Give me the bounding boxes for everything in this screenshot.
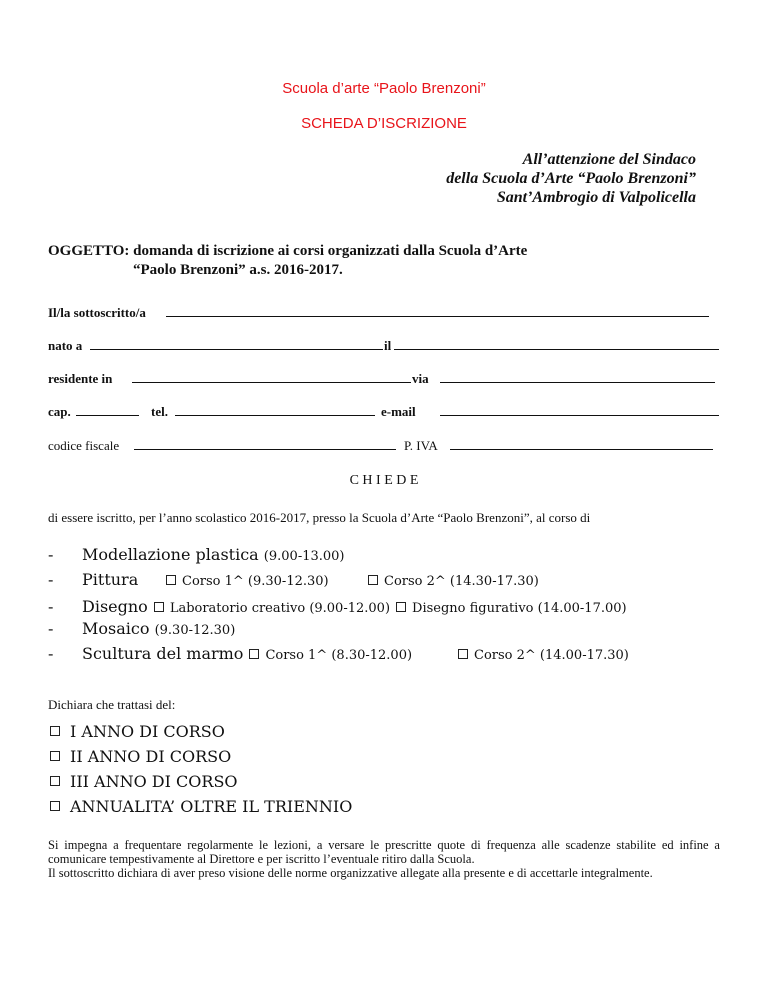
- checkbox-disegno-2[interactable]: [396, 602, 406, 612]
- disegno-opt2-label: Disegno figurativo (14.00-17.00): [412, 601, 627, 616]
- dash-modellazione: -: [48, 545, 54, 564]
- year-option-1-label: I ANNO DI CORSO: [70, 722, 225, 741]
- addressee-line-3: Sant’Ambrogio di Valpolicella: [496, 189, 696, 206]
- course-mosaico-name: Mosaico: [82, 619, 150, 638]
- commitment-paragraph: Si impegna a frequentare regolarmente le lezioni, a versare le prescritte quote di frequenza alle scadenze stabilite ed infine a comunicare tempestivamente al Direttore e per iscritto l’eventuale ritiro dalla Scuola.: [48, 838, 720, 866]
- course-mosaico: [82, 619, 235, 638]
- course-pittura-opt1[interactable]: [160, 570, 329, 589]
- year-option-4[interactable]: [50, 797, 352, 816]
- checkbox-year-3[interactable]: [50, 776, 60, 786]
- course-modellazione-name: Modellazione plastica: [82, 545, 259, 564]
- zip-label: cap.: [48, 404, 71, 419]
- resident-label: residente in: [48, 371, 113, 386]
- subject-line-1: OGGETTO: domanda di iscrizione ai corsi organizzati dalla Scuola d’Arte: [48, 243, 528, 259]
- disegno-opt1-label: Laboratorio creativo (9.00-12.00): [169, 601, 391, 616]
- pittura-opt1-label: Corso 1^ (9.30-12.30): [182, 574, 329, 589]
- birthplace-field[interactable]: [90, 349, 383, 350]
- course-disegno-name: Disegno: [82, 597, 148, 616]
- undersigned-label: Il/la sottoscritto/a: [48, 305, 146, 320]
- request-heading: C H I E D E: [349, 473, 419, 488]
- vat-field[interactable]: [450, 449, 713, 450]
- course-disegno: [82, 597, 627, 616]
- dash-mosaico: -: [48, 619, 54, 638]
- declaration-intro: Dichiara che trattasi del:: [48, 697, 176, 712]
- scultura-opt1-label: Corso 1^ (8.30-12.00): [265, 648, 413, 663]
- date-label: il: [384, 338, 392, 353]
- request-text: di essere iscritto, per l’anno scolastico 2016-2017, presso la Scuola d’Arte “Paolo Brenzoni”, al corso di: [48, 510, 591, 525]
- course-modellazione-time: (9.00-13.00): [263, 549, 345, 564]
- year-option-2[interactable]: [50, 747, 231, 766]
- addressee-line-1: All’attenzione del Sindaco: [522, 151, 696, 168]
- addressee-line-2: della Scuola d’Arte “Paolo Brenzoni”: [446, 170, 696, 187]
- undersigned-field[interactable]: [166, 316, 709, 317]
- course-modellazione: [82, 545, 345, 564]
- dash-pittura: -: [48, 570, 54, 589]
- dash-scultura: -: [48, 644, 54, 663]
- course-mosaico-time: (9.30-12.30): [154, 623, 236, 638]
- course-pittura-name: Pittura: [82, 570, 139, 589]
- year-option-1[interactable]: [50, 722, 225, 741]
- street-field[interactable]: [440, 382, 715, 383]
- vat-label: P. IVA: [404, 438, 438, 453]
- checkbox-pittura-1[interactable]: [166, 575, 176, 585]
- phone-field[interactable]: [175, 415, 375, 416]
- course-pittura-opt2[interactable]: [362, 570, 539, 589]
- street-label: via: [412, 371, 429, 386]
- year-option-4-label: ANNUALITA’ OLTRE IL TRIENNIO: [70, 797, 353, 816]
- zip-field[interactable]: [76, 415, 139, 416]
- course-scultura-name: Scultura del marmo: [82, 644, 244, 663]
- checkbox-scultura-1[interactable]: [249, 649, 259, 659]
- tax-code-field[interactable]: [134, 449, 396, 450]
- birthdate-field[interactable]: [394, 349, 719, 350]
- scultura-opt2-label: Corso 2^ (14.00-17.30): [474, 648, 629, 663]
- tax-code-label: codice fiscale: [48, 438, 120, 453]
- pittura-opt2-label: Corso 2^ (14.30-17.30): [384, 574, 539, 589]
- year-option-2-label: II ANNO DI CORSO: [70, 747, 232, 766]
- checkbox-year-1[interactable]: [50, 726, 60, 736]
- year-option-3-label: III ANNO DI CORSO: [70, 772, 238, 791]
- checkbox-scultura-2[interactable]: [458, 649, 468, 659]
- email-field[interactable]: [440, 415, 719, 416]
- checkbox-year-4[interactable]: [50, 801, 60, 811]
- checkbox-pittura-2[interactable]: [368, 575, 378, 585]
- form-title: SCHEDA D’ISCRIZIONE: [301, 115, 467, 132]
- email-label: e-mail: [381, 404, 416, 419]
- year-option-3[interactable]: [50, 772, 238, 791]
- residence-field[interactable]: [132, 382, 411, 383]
- course-scultura-opt2[interactable]: [452, 644, 629, 663]
- subject-line-2: “Paolo Brenzoni” a.s. 2016-2017.: [133, 262, 343, 278]
- phone-label: tel.: [151, 404, 168, 419]
- course-scultura: [82, 644, 412, 663]
- checkbox-disegno-1[interactable]: [154, 602, 164, 612]
- dash-disegno: -: [48, 597, 54, 616]
- school-name: Scuola d’arte “Paolo Brenzoni”: [282, 80, 486, 97]
- acceptance-paragraph: Il sottoscritto dichiara di aver preso visione delle norme organizzative allegate alla presente e di accettarle integralmente.: [48, 866, 653, 880]
- born-label: nato a: [48, 338, 83, 353]
- checkbox-year-2[interactable]: [50, 751, 60, 761]
